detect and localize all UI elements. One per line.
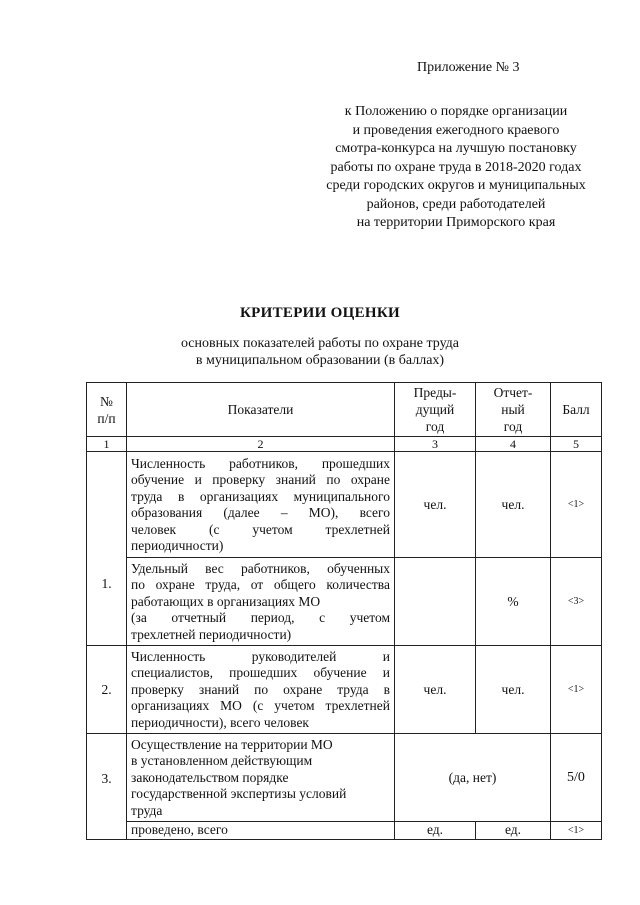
header-score: Балл: [551, 383, 602, 437]
document-title: КРИТЕРИИ ОЦЕНКИ: [239, 305, 400, 321]
reporting-year-unit: чел.: [476, 452, 551, 558]
reporting-year-unit: чел.: [476, 646, 551, 734]
table-row: [87, 558, 602, 646]
previous-year-unit: чел.: [395, 452, 476, 558]
table-row: [87, 822, 602, 840]
previous-year-unit: чел.: [395, 646, 476, 734]
regulation-reference: [312, 103, 600, 233]
previous-year-unit: [395, 558, 476, 646]
score-value: 5/0: [551, 734, 602, 822]
column-number-row: [87, 437, 602, 452]
table-header-row: [87, 383, 602, 437]
indicator-text: Удельный вес работников, обученных по охране труда, от общего количества работающих в организациях МО (за отчетный период, с учетом трехлетней периодичности): [127, 558, 395, 646]
previous-year-unit: ед.: [395, 822, 476, 840]
indicator-text: Численность руководителей и специалистов, прошедших обучение и проверку знаний по охране труда в организациях МО (с учетом трехлетней периодичности), всего человек: [127, 646, 395, 734]
reference-line: работы по охране труда в 2018-2020 годах: [330, 159, 582, 175]
subtitle-line: в муниципальном образовании (в баллах): [195, 353, 445, 368]
indicator-text: проведено, всего: [127, 822, 395, 840]
reference-line: на территории Приморского края: [356, 215, 556, 230]
reference-line: районов, среди работодателей: [366, 196, 546, 212]
column-number: 5: [551, 437, 602, 452]
score-value: <1>: [551, 822, 602, 840]
document-subtitle: [0, 335, 640, 369]
score-value: <1>: [551, 646, 602, 734]
header-reporting-year: Отчет- ный год: [476, 383, 551, 437]
indicator-text: Осуществление на территории МО в установленном действующим законодательством порядке государственной экспертизы условий труда: [127, 734, 395, 822]
reporting-year-unit: %: [476, 558, 551, 646]
row-number: 1.: [87, 452, 127, 646]
criteria-table: [86, 382, 602, 840]
column-number: 3: [395, 437, 476, 452]
yes-no-merged-cell: (да, нет): [395, 734, 551, 822]
reporting-year-unit: ед.: [476, 822, 551, 840]
row-number: 3.: [87, 734, 127, 840]
column-number: 4: [476, 437, 551, 452]
column-number: 1: [87, 437, 127, 452]
reference-line: к Положению о порядке организации: [344, 104, 568, 119]
table-row: [87, 646, 602, 734]
reference-line: смотра-конкурса на лучшую постановку: [335, 141, 577, 156]
reference-line: и проведения ежегодного краевого: [352, 122, 560, 138]
row-number: 2.: [87, 646, 127, 734]
appendix-title: Приложение № 3: [417, 60, 520, 75]
score-value: <3>: [551, 558, 602, 646]
subtitle-line: основных показателей работы по охране труда: [180, 336, 460, 351]
indicator-text: Численность работников, прошедших обучение и проверку знаний по охране труда в организациях муниципального образования (далее – МО), всего человек (с учетом трехлетней периодичности): [127, 452, 395, 558]
header-indicators: Показатели: [127, 383, 395, 437]
header-number: № п/п: [87, 383, 127, 437]
header-previous-year: Преды- дущий год: [395, 383, 476, 437]
table-row: [87, 734, 602, 822]
reference-line: среди городских округов и муниципальных: [326, 178, 586, 193]
column-number: 2: [127, 437, 395, 452]
table-row: [87, 452, 602, 558]
score-value: <1>: [551, 452, 602, 558]
